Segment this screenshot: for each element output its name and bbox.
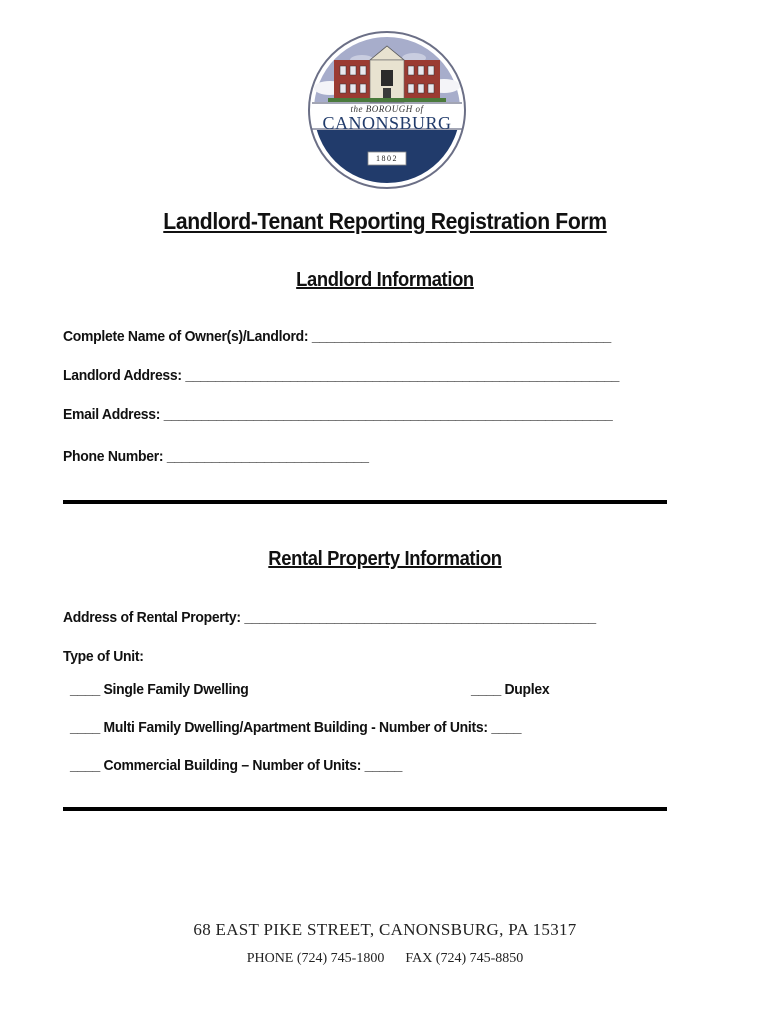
section-divider-1 (63, 500, 667, 504)
multi-family-option[interactable]: ____ Multi Family Dwelling/Apartment Building - Number of Units: ____ (70, 719, 522, 736)
email-address-field[interactable]: Email Address: ____________________________________________________________ (63, 406, 613, 423)
section-divider-2 (63, 807, 667, 811)
seal-year: 1802 (376, 154, 398, 163)
duplex-option[interactable]: ____ Duplex (471, 681, 550, 698)
landlord-section-heading: Landlord Information (296, 269, 474, 291)
commercial-building-option[interactable]: ____ Commercial Building – Number of Units: _____ (70, 757, 403, 774)
rental-address-field[interactable]: Address of Rental Property: _______________________________________________ (63, 609, 596, 626)
footer-address: 68 EAST PIKE STREET, CANONSBURG, PA 15317 (193, 920, 577, 939)
unit-type-label: Type of Unit: (63, 648, 144, 665)
borough-seal-logo (304, 30, 470, 190)
landlord-address-field[interactable]: Landlord Address: __________________________________________________________ (63, 367, 620, 384)
seal-line-2: CANONSBURG (322, 113, 452, 133)
form-title: Landlord-Tenant Reporting Registration Form (163, 208, 607, 234)
footer-contact: PHONE (724) 745-1800 FAX (724) 745-8850 (246, 951, 524, 966)
owner-name-field[interactable]: Complete Name of Owner(s)/Landlord: ________________________________________ (63, 328, 612, 345)
phone-number-field[interactable]: Phone Number: ___________________________ (63, 448, 369, 465)
seal-line-1: the BOROUGH of (350, 104, 424, 114)
single-family-option[interactable]: ____ Single Family Dwelling (70, 681, 249, 698)
rental-section-heading: Rental Property Information (268, 548, 502, 570)
